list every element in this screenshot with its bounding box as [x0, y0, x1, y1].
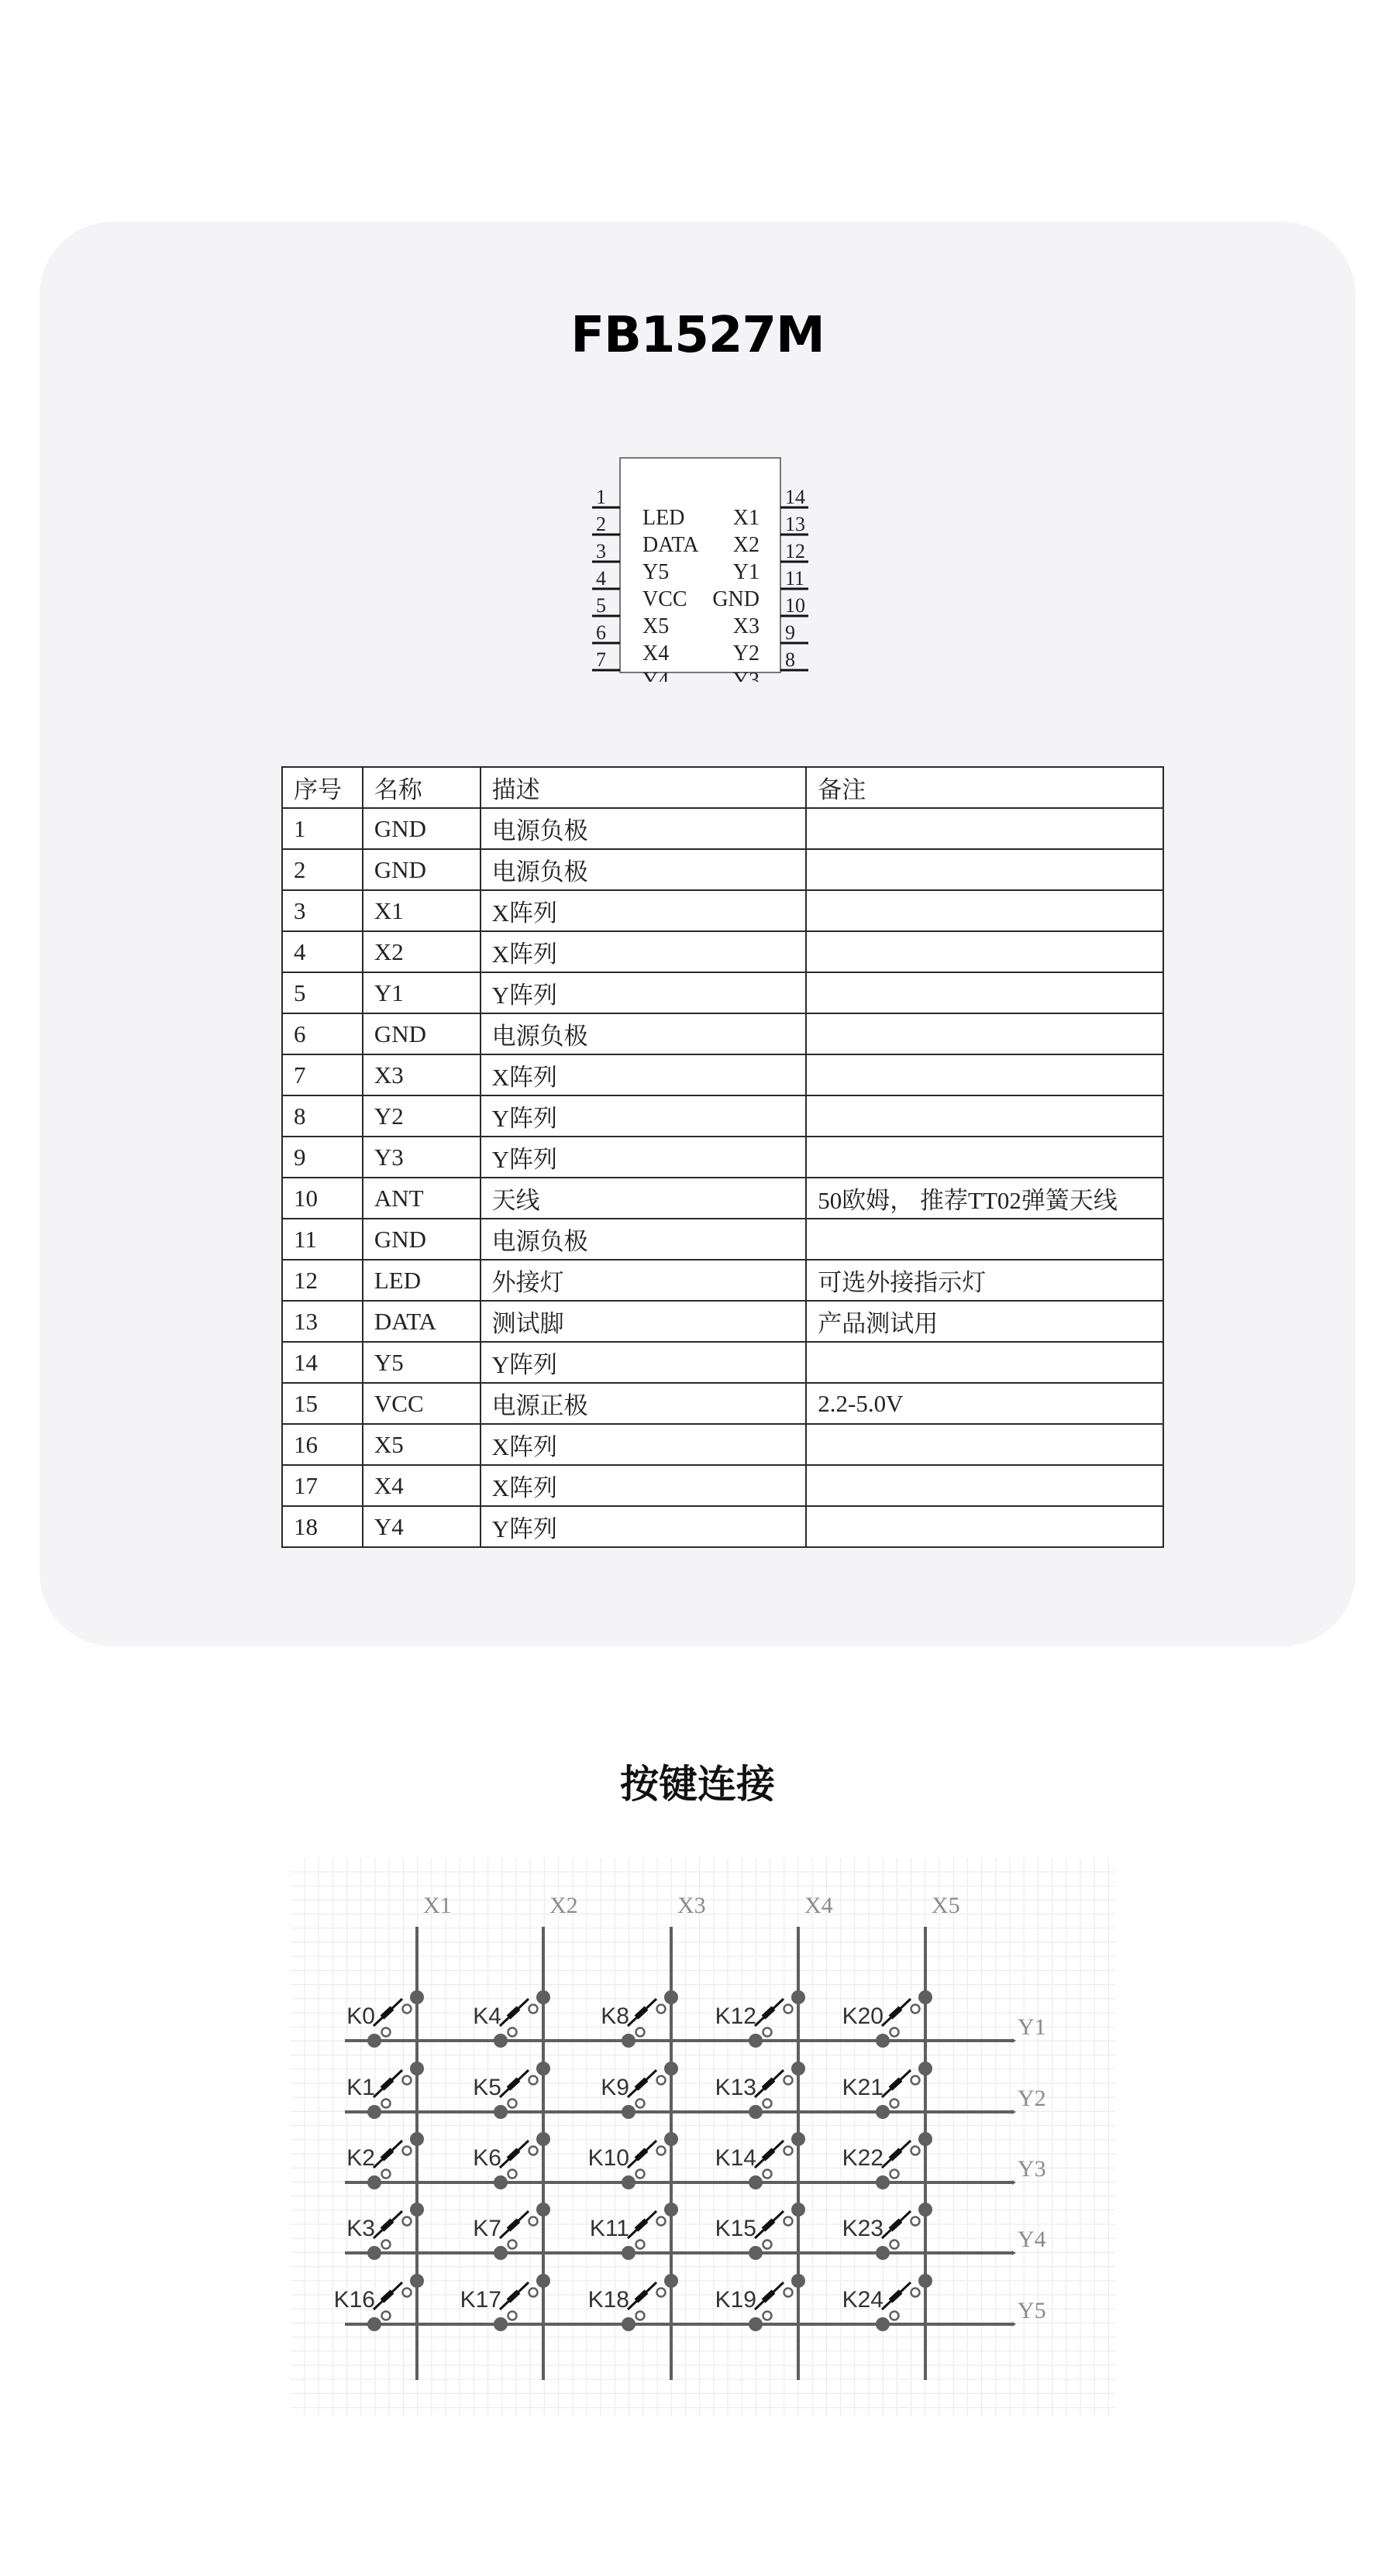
header-index: 序号 — [282, 767, 363, 808]
pin-index: 12 — [282, 1260, 363, 1301]
pin-index: 8 — [282, 1095, 363, 1137]
pin-description: 天线 — [480, 1178, 807, 1219]
pin-index: 18 — [282, 1506, 363, 1547]
key-label: K15 — [715, 2216, 756, 2241]
table-row — [282, 1260, 1163, 1301]
pin-name: Y3 — [363, 1137, 480, 1178]
pin-index: 15 — [282, 1383, 363, 1424]
pin-name: DATA — [363, 1301, 480, 1342]
pin-index: 6 — [282, 1013, 363, 1054]
key-matrix-diagram — [291, 1858, 1115, 2416]
pin-name: GND — [363, 1013, 480, 1054]
pin-number: 4 — [596, 567, 606, 590]
y-line-label: Y5 — [1018, 2298, 1046, 2323]
header-name: 名称 — [363, 767, 480, 808]
pin-label: X3 — [732, 614, 760, 638]
pin-number: 5 — [596, 594, 606, 617]
pin-description: 外接灯 — [480, 1260, 807, 1301]
key-label: K18 — [587, 2287, 629, 2313]
pin-label: X2 — [732, 533, 760, 557]
pin-label: Y1 — [732, 560, 760, 584]
pin-number: 2 — [596, 513, 606, 535]
key-switch-k23 — [842, 2203, 932, 2260]
pin-description: X阵列 — [480, 1465, 807, 1506]
pin-label: VCC — [642, 587, 687, 611]
pin-remarks — [806, 1506, 1163, 1547]
pin-description: 电源负极 — [480, 1219, 807, 1260]
pin-description: X阵列 — [480, 931, 807, 972]
table-row — [282, 1465, 1163, 1506]
pin-description: X阵列 — [480, 890, 807, 931]
key-label: K22 — [842, 2145, 884, 2171]
pin-name: X3 — [363, 1054, 480, 1095]
key-label: K3 — [346, 2216, 375, 2241]
pin-remarks — [806, 1219, 1163, 1260]
key-label: K1 — [346, 2075, 375, 2100]
pin-number: 12 — [785, 540, 805, 562]
table-row — [282, 931, 1163, 972]
key-label: K0 — [346, 2003, 375, 2029]
pin-remarks: 可选外接指示灯 — [806, 1260, 1163, 1301]
pin-remarks — [806, 890, 1163, 931]
pin-index: 7 — [282, 1054, 363, 1095]
pin-index: 2 — [282, 849, 363, 890]
pin-remarks — [806, 1342, 1163, 1383]
key-label: K6 — [473, 2145, 501, 2171]
pin-description: 电源负极 — [480, 1013, 807, 1054]
table-row — [282, 1342, 1163, 1383]
key-label: K10 — [587, 2145, 629, 2171]
pin-name: X5 — [363, 1424, 480, 1465]
pin-index: 17 — [282, 1465, 363, 1506]
key-label: K5 — [473, 2075, 501, 2100]
pin-index: 10 — [282, 1178, 363, 1219]
key-label: K19 — [715, 2287, 756, 2313]
pin-name: Y2 — [363, 1095, 480, 1137]
pin-label: Y2 — [732, 641, 760, 665]
pin-description: Y阵列 — [480, 972, 807, 1013]
table-row — [282, 1054, 1163, 1095]
key-switch-k6 — [473, 2132, 550, 2189]
table-header-row — [282, 767, 1163, 808]
table-row — [282, 1301, 1163, 1342]
pin-name: X1 — [363, 890, 480, 931]
pin-label: Y3 — [732, 669, 760, 682]
key-switch-k21 — [842, 2062, 932, 2119]
pin-remarks — [806, 972, 1163, 1013]
table-row — [282, 890, 1163, 931]
pin-number: 1 — [596, 486, 606, 508]
y-line-label: Y3 — [1018, 2156, 1046, 2182]
key-switch-k11 — [590, 2203, 678, 2260]
key-switch-k22 — [842, 2132, 932, 2189]
pin-description: X阵列 — [480, 1054, 807, 1095]
pin-label: X5 — [642, 614, 670, 638]
pin-label: Y5 — [642, 560, 670, 584]
pin-number: 6 — [596, 621, 606, 644]
pin-description: Y阵列 — [480, 1506, 807, 1547]
pin-number: 14 — [785, 486, 805, 508]
key-label: K12 — [715, 2003, 756, 2029]
pin-number: 3 — [596, 540, 606, 562]
key-switch-k3 — [346, 2203, 424, 2260]
key-switch-k5 — [473, 2062, 550, 2119]
chip-title: FB1527M — [570, 307, 825, 364]
pin-label: DATA — [642, 533, 699, 557]
pin-name: Y1 — [363, 972, 480, 1013]
pin-label: LED — [642, 506, 685, 530]
key-switch-k13 — [715, 2062, 805, 2119]
key-label: K13 — [715, 2075, 756, 2100]
key-label: K24 — [842, 2287, 884, 2313]
key-label: K4 — [473, 2003, 501, 2029]
pin-table — [281, 766, 1164, 1548]
pin-label: X1 — [732, 506, 760, 530]
pin-remarks — [806, 1424, 1163, 1465]
pin-index: 1 — [282, 808, 363, 849]
pin-name: LED — [363, 1260, 480, 1301]
pin-index: 16 — [282, 1424, 363, 1465]
key-label: K9 — [601, 2075, 629, 2100]
pin-name: GND — [363, 849, 480, 890]
pin-description: 电源负极 — [480, 849, 807, 890]
header-remarks: 备注 — [806, 767, 1163, 808]
pin-number: 8 — [785, 648, 795, 671]
pin-label: Y4 — [642, 669, 670, 682]
y-line-label: Y4 — [1018, 2227, 1046, 2252]
x-line-label: X4 — [804, 1893, 833, 1918]
key-label: K8 — [601, 2003, 629, 2029]
pin-number: 10 — [785, 594, 805, 617]
key-label: K11 — [589, 2216, 629, 2241]
pin-number: 7 — [596, 648, 606, 671]
table-row — [282, 1137, 1163, 1178]
pin-index: 13 — [282, 1301, 363, 1342]
key-label: K2 — [346, 2145, 375, 2171]
pin-index: 3 — [282, 890, 363, 931]
pin-description: Y阵列 — [480, 1095, 807, 1137]
pin-index: 14 — [282, 1342, 363, 1383]
key-label: K17 — [460, 2287, 501, 2313]
pin-index: 4 — [282, 931, 363, 972]
pin-label: GND — [712, 587, 760, 611]
table-row — [282, 1506, 1163, 1547]
pin-number: 13 — [785, 513, 805, 535]
table-row — [282, 849, 1163, 890]
key-label: K14 — [715, 2145, 756, 2171]
key-label: K21 — [842, 2075, 884, 2100]
pin-remarks — [806, 1013, 1163, 1054]
table-row — [282, 1219, 1163, 1260]
pin-description: 测试脚 — [480, 1301, 807, 1342]
key-switch-k2 — [346, 2132, 424, 2189]
table-row — [282, 1424, 1163, 1465]
key-label: K7 — [473, 2216, 501, 2241]
key-label: K20 — [842, 2003, 884, 2029]
pin-name: ANT — [363, 1178, 480, 1219]
pin-name: Y4 — [363, 1506, 480, 1547]
pin-label: X4 — [642, 641, 670, 665]
key-switch-k1 — [346, 2062, 424, 2119]
pin-remarks — [806, 1137, 1163, 1178]
pin-index: 5 — [282, 972, 363, 1013]
pin-remarks: 产品测试用 — [806, 1301, 1163, 1342]
pin-description: X阵列 — [480, 1424, 807, 1465]
pin-remarks — [806, 931, 1163, 972]
pin-name: GND — [363, 1219, 480, 1260]
table-row — [282, 1013, 1163, 1054]
y-line-label: Y2 — [1018, 2086, 1046, 2111]
pin-remarks: 2.2-5.0V — [806, 1383, 1163, 1424]
pin-number: 9 — [785, 621, 795, 644]
key-label: K23 — [842, 2216, 884, 2241]
y-line-label: Y1 — [1018, 2014, 1046, 2040]
x-line-label: X2 — [549, 1893, 578, 1918]
x-line-label: X3 — [677, 1893, 706, 1918]
pin-number: 11 — [785, 567, 805, 590]
key-switch-k9 — [601, 2062, 678, 2119]
x-line-label: X5 — [932, 1893, 960, 1918]
pin-description: 电源正极 — [480, 1383, 807, 1424]
pin-remarks — [806, 849, 1163, 890]
pin-remarks — [806, 808, 1163, 849]
key-switch-k15 — [715, 2203, 805, 2260]
key-switch-k10 — [588, 2132, 678, 2189]
pin-name: X4 — [363, 1465, 480, 1506]
key-switch-k7 — [473, 2203, 550, 2260]
pin-name: GND — [363, 808, 480, 849]
pin-remarks — [806, 1465, 1163, 1506]
table-row — [282, 1383, 1163, 1424]
table-row — [282, 1095, 1163, 1137]
pin-index: 9 — [282, 1137, 363, 1178]
pin-remarks — [806, 1095, 1163, 1137]
table-row — [282, 972, 1163, 1013]
key-connection-title: 按键连接 — [620, 1762, 775, 1807]
key-label: K16 — [333, 2287, 375, 2313]
x-line-label: X1 — [423, 1893, 452, 1918]
key-switch-k14 — [715, 2132, 805, 2189]
pin-name: X2 — [363, 931, 480, 972]
pin-remarks: 50欧姆， 推荐TT02弹簧天线 — [806, 1178, 1163, 1219]
pin-name: Y5 — [363, 1342, 480, 1383]
pin-description: Y阵列 — [480, 1137, 807, 1178]
pin-name: VCC — [363, 1383, 480, 1424]
pin-index: 11 — [282, 1219, 363, 1260]
header-description: 描述 — [480, 767, 807, 808]
pin-remarks — [806, 1054, 1163, 1095]
chip-pinout-diagram — [589, 457, 822, 682]
pin-description: 电源负极 — [480, 808, 807, 849]
table-row — [282, 808, 1163, 849]
pin-description: Y阵列 — [480, 1342, 807, 1383]
table-row — [282, 1178, 1163, 1219]
